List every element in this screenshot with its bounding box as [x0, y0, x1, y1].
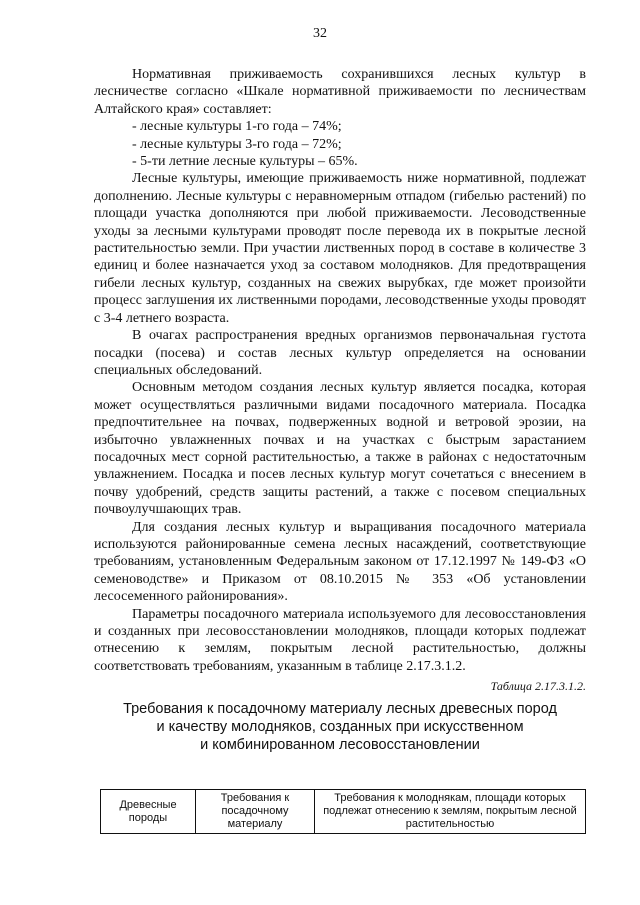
table-title-line: и качеству молодняков, созданных при искусственном — [156, 719, 524, 736]
paragraph: Нормативная приживаемость сохранившихся лесных культур в лесничестве согласно «Шкале нормативной приживаемости по лесничествам Алтайского края» составляет: — [94, 67, 586, 117]
paragraph: Для создания лесных культур и выращивания посадочного материала используются районированные семена лесных насаждений, соответствующие требованиям, установленным Федеральным законом от 17.12.1997 № 149-ФЗ «О семеноводстве» и Приказом от 08.10.2015 № 353 «Об установлении лесосеменного районирования». — [94, 519, 586, 605]
table-title — [94, 700, 586, 754]
paragraph: Основным методом создания лесных культур является посадка, которая может осуществляться различными видами посадочного материала. Посадка предпочтительнее на почвах, подверженных водной и ветровой эрозии, на избыточно увлажненных почвах и на участках с быстрым зарастанием посадочных мест сорной растительностью, а также в районах с недостаточным увлажнением. Посадка и посев лесных культур могут сочетаться с внесением в почву удобрений, средств защиты растений, а также с посевом специальных почвоулучшающих трав. — [94, 380, 586, 518]
table-title-line: Требования к посадочному материалу лесных древесных пород — [123, 701, 557, 718]
header-cell-planting-material: Требования к посадочному материалу — [196, 790, 315, 834]
table-title-line: и комбинированном лесовосстановлении — [200, 737, 480, 754]
body-text — [94, 66, 586, 754]
paragraph: Параметры посадочного материала используемого для лесовосстановления и созданных при лесовосстановлении молодняков, площади которых подлежат отнесению к землям, покрытым лесной растительностью, должны соответствовать требованиям, указанным в таблице 2.17.3.1.2. — [94, 606, 586, 674]
paragraph: Лесные культуры, имеющие приживаемость ниже нормативной, подлежат дополнению. Лесные культуры с неравномерным отпадом (гибелью растений) по площади участка дополняются при любой приживаемости. Лесоводственные уходы за лесными культурами проводят после перевода их в покрытые лесной растительностью земли. При участии лиственных пород в составе в количестве 3 единиц и более назначается уход за составом молодняков. Для предотвращения гибели лесных культур, созданных на свежих вырубках, где может произойти процесс заглушения их лиственными породами, лесоводственные уходы проводят с 3-4 летнего возраста. — [94, 171, 586, 326]
header-cell-species: Древесные породы — [101, 790, 196, 834]
list-item: - лесные культуры 1-го года – 74%; — [132, 119, 342, 135]
table-header-row — [101, 790, 586, 834]
paragraph: В очагах распространения вредных организмов первоначальная густота посадки (посева) и состав лесных культур определяется на основании специальных обследований. — [94, 328, 586, 378]
list-item: - 5-ти летние лесные культуры – 65%. — [132, 154, 358, 170]
header-cell-young-stands: Требования к молоднякам, площади которых подлежат отнесению к землям, покрытым лесной растительностью — [315, 790, 586, 834]
table-caption: Таблица 2.17.3.1.2. — [490, 679, 586, 694]
requirements-table — [100, 789, 586, 834]
page-number: 32 — [313, 26, 327, 41]
list-item: - лесные культуры 3-го года – 72%; — [132, 136, 342, 152]
